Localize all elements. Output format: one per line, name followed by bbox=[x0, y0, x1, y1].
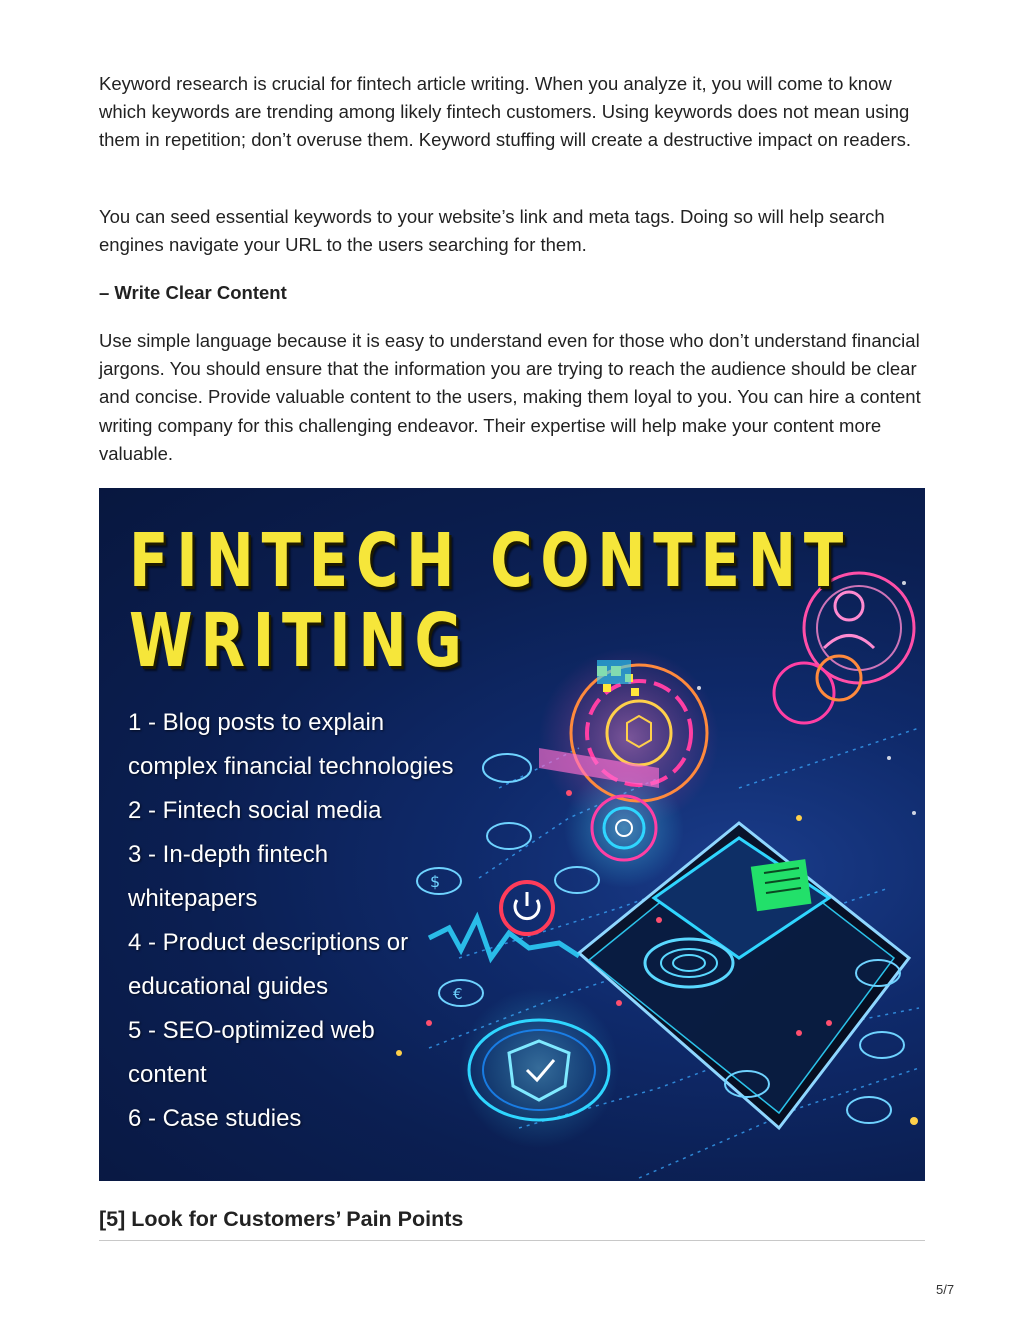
paragraph-clear-content: Use simple language because it is easy to understand even for those who don’t understand financial jargons. You should ensure that the information you are trying to reach the audience should be clear and concise. Provide valuable content to the users, making them loyal to you. You can hire a content writing company for this challenging endeavor. Their expertise will help make your content more valuable. bbox=[99, 330, 921, 464]
section-heading-pain-points: [5] Look for Customers’ Pain Points bbox=[99, 1207, 464, 1231]
subheading-write-clear-content: – Write Clear Content bbox=[99, 282, 287, 303]
chart-icon bbox=[555, 867, 599, 893]
banner-list-line: 6 - Case studies bbox=[128, 1105, 302, 1132]
banner-list-line: 3 - In-depth fintech bbox=[128, 841, 329, 868]
banner-list-line: 2 - Fintech social media bbox=[128, 797, 382, 824]
paragraph-seed-keywords: You can seed essential keywords to your website’s link and meta tags. Doing so will help search engines navigate your URL to the users searching for them. bbox=[99, 206, 885, 256]
banner-list-line: content bbox=[128, 1061, 207, 1088]
chip-icon bbox=[751, 859, 812, 911]
paragraph-keyword-research: Keyword research is crucial for fintech article writing. When you analyze it, you will come to know which keywords are trending among likely fintech customers. Using keywords does not mean using them in repetition; don’t overuse them. Keyword stuffing will create a destructive impact on readers. bbox=[99, 73, 912, 151]
banner-list-line: 1 - Blog posts to explain bbox=[128, 709, 385, 736]
plane-icon bbox=[483, 754, 531, 782]
banner-content-list bbox=[128, 701, 454, 1141]
svg-text:$: $ bbox=[430, 872, 441, 891]
fintech-content-banner-image bbox=[99, 488, 925, 1181]
page-number: 5/7 bbox=[936, 1282, 955, 1297]
svg-text:€: € bbox=[453, 985, 463, 1003]
banner-list-line: 5 - SEO-optimized web bbox=[128, 1017, 375, 1044]
banner-list-line: educational guides bbox=[128, 973, 329, 1000]
key-icon bbox=[860, 1032, 904, 1058]
power-icon bbox=[501, 882, 553, 934]
banner-title-line-2: WRITING bbox=[129, 598, 470, 684]
document-icon bbox=[847, 1097, 891, 1123]
banner-list-line: whitepapers bbox=[128, 885, 258, 912]
section-divider bbox=[99, 1240, 925, 1241]
banner-list-line: 4 - Product descriptions or bbox=[128, 929, 409, 956]
upload-icon bbox=[487, 823, 531, 849]
banner-list-line: complex financial technologies bbox=[128, 753, 454, 780]
banner-title-line-1: FINTECH CONTENT bbox=[129, 518, 851, 604]
